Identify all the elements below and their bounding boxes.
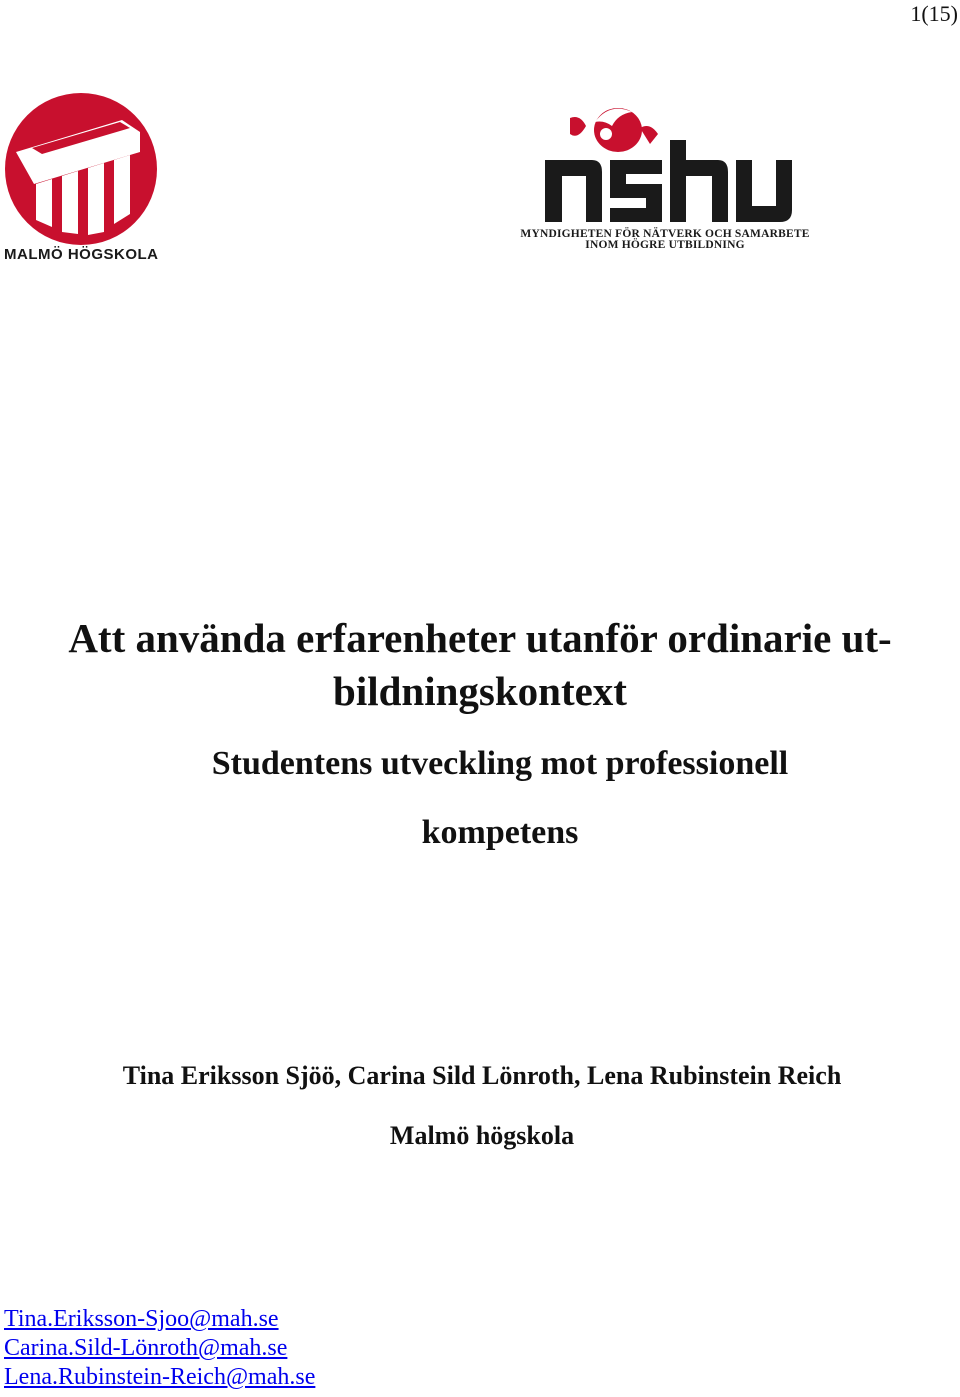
document-title-line-2: bildningskontext [333, 668, 627, 714]
email-link-sild-lonroth[interactable]: Carina.Sild-Lönroth@mah.se [4, 1335, 288, 1361]
document-title [0, 612, 960, 718]
nshu-logo [540, 100, 800, 230]
malmo-hogskola-logo [2, 92, 162, 267]
malmo-hogskola-logo-text: MALMÖ HÖGSKOLA [4, 246, 159, 263]
nshu-tagline-line-2: INOM HÖGRE UTBILDNING [585, 239, 745, 251]
email-list [4, 1305, 315, 1392]
page-number: 1(15) [910, 1, 958, 26]
affiliation: Malmö högskola [389, 1121, 575, 1150]
nshu-tagline-line-1: MYNDIGHETEN FÖR NÄTVERK OCH SAMARBETE [520, 228, 810, 240]
document-title-line-1: Att använda erfarenheter utanför ordinarie ut- [68, 615, 892, 661]
document-subtitle-line-1: Studentens utveckling mot professionell [211, 745, 789, 782]
author-list: Tina Eriksson Sjöö, Carina Sild Lönroth, Lena Rubinstein Reich [122, 1061, 842, 1090]
email-link-eriksson-sjoo[interactable]: Tina.Eriksson-Sjoo@mah.se [4, 1306, 279, 1332]
email-link-rubinstein-reich[interactable]: Lena.Rubinstein-Reich@mah.se [4, 1364, 316, 1390]
document-subtitle-line-2: kompetens [421, 814, 579, 851]
